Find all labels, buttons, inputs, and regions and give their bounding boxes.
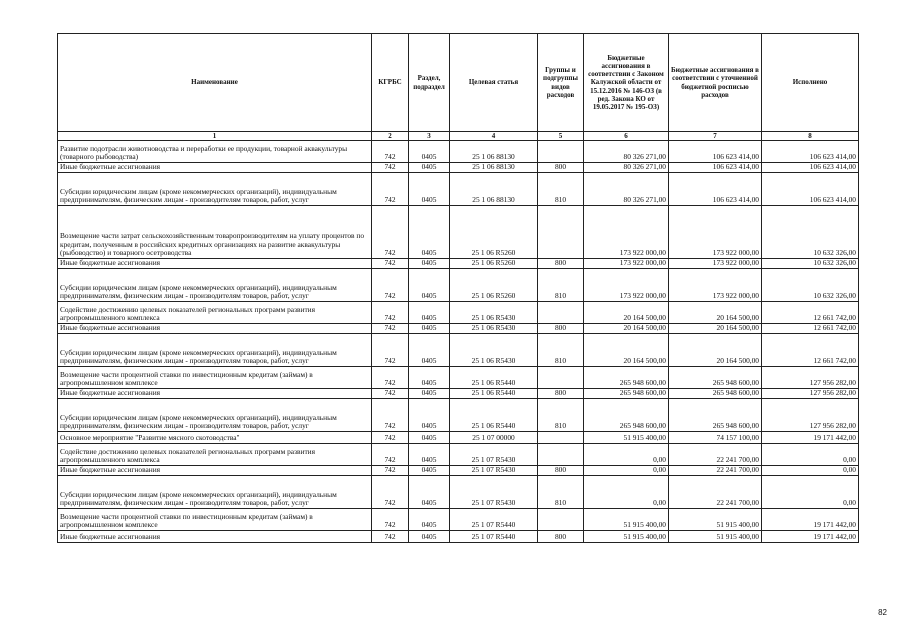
- row-name: Иные бюджетные ассигнования: [58, 163, 372, 173]
- header-law-allocation: Бюджетные ассигнования в соответствии с Законом Калужской области от 15.12.2016 № 146-ОЗ (в ред. Закона КО от 19.05.2017 № 195-ОЗ): [584, 34, 669, 132]
- table-row: [58, 302, 859, 324]
- row-section: 0405: [409, 476, 450, 509]
- column-number: 5: [538, 132, 584, 141]
- row-group: 810: [538, 476, 584, 509]
- row-executed: 12 661 742,00: [762, 334, 859, 367]
- row-name: Субсидии юридическим лицам (кроме некоммерческих организаций), индивидуальным предпринимателям, физическим лицам - производителям товаров, работ, услуг: [58, 173, 372, 206]
- row-target: 25 1 06 88130: [450, 163, 538, 173]
- row-name: Иные бюджетные ассигнования: [58, 259, 372, 269]
- row-law-allocation: 51 915 400,00: [584, 531, 669, 543]
- table-row: [58, 399, 859, 432]
- row-name: Иные бюджетные ассигнования: [58, 466, 372, 476]
- row-law-allocation: 265 948 600,00: [584, 389, 669, 399]
- row-name: Возмещение части процентной ставки по инвестиционным кредитам (займам) в агропромышленном комплексе: [58, 367, 372, 389]
- row-section: 0405: [409, 389, 450, 399]
- row-section: 0405: [409, 269, 450, 302]
- table-row: [58, 367, 859, 389]
- row-executed: 127 956 282,00: [762, 399, 859, 432]
- row-target: 25 1 07 R5440: [450, 509, 538, 531]
- table-row: [58, 531, 859, 543]
- row-refined-allocation: 74 157 100,00: [669, 432, 762, 444]
- row-name: Субсидии юридическим лицам (кроме некоммерческих организаций), индивидуальным предпринимателям, физическим лицам - производителям товаров, работ, услуг: [58, 476, 372, 509]
- row-name: Иные бюджетные ассигнования: [58, 531, 372, 543]
- page-number: 82: [878, 608, 887, 617]
- row-refined-allocation: 22 241 700,00: [669, 444, 762, 466]
- row-target: 25 1 07 R5430: [450, 444, 538, 466]
- row-group: 810: [538, 173, 584, 206]
- row-executed: 19 171 442,00: [762, 432, 859, 444]
- row-executed: 0,00: [762, 466, 859, 476]
- row-name: Субсидии юридическим лицам (кроме некоммерческих организаций), индивидуальным предпринимателям, физическим лицам - производителям товаров, работ, услуг: [58, 269, 372, 302]
- table-row: [58, 163, 859, 173]
- row-group: 810: [538, 334, 584, 367]
- row-group: [538, 432, 584, 444]
- row-refined-allocation: 106 623 414,00: [669, 163, 762, 173]
- row-law-allocation: 51 915 400,00: [584, 432, 669, 444]
- row-group: 800: [538, 163, 584, 173]
- row-name: Субсидии юридическим лицам (кроме некоммерческих организаций), индивидуальным предпринимателям, физическим лицам - производителям товаров, работ, услуг: [58, 399, 372, 432]
- row-name: Основное мероприятие "Развитие мясного скотоводства": [58, 432, 372, 444]
- row-target: 25 1 06 R5430: [450, 302, 538, 324]
- budget-table: [57, 33, 859, 543]
- row-section: 0405: [409, 444, 450, 466]
- row-kgrbs: 742: [372, 432, 409, 444]
- row-target: 25 1 06 88130: [450, 141, 538, 163]
- row-target: 25 1 07 R5440: [450, 531, 538, 543]
- row-group: 810: [538, 399, 584, 432]
- table-row: [58, 466, 859, 476]
- row-section: 0405: [409, 163, 450, 173]
- row-group: [538, 206, 584, 259]
- row-target: 25 1 06 R5440: [450, 399, 538, 432]
- header-refined-allocation: Бюджетные ассигнования в соответствии с уточненной бюджетной росписью расходов: [669, 34, 762, 132]
- row-section: 0405: [409, 531, 450, 543]
- row-refined-allocation: 173 922 000,00: [669, 206, 762, 259]
- row-law-allocation: 265 948 600,00: [584, 399, 669, 432]
- row-name: Субсидии юридическим лицам (кроме некоммерческих организаций), индивидуальным предпринимателям, физическим лицам - производителям товаров, работ, услуг: [58, 334, 372, 367]
- column-number: 8: [762, 132, 859, 141]
- row-kgrbs: 742: [372, 444, 409, 466]
- row-kgrbs: 742: [372, 173, 409, 206]
- row-group: 810: [538, 269, 584, 302]
- row-kgrbs: 742: [372, 259, 409, 269]
- row-law-allocation: 265 948 600,00: [584, 367, 669, 389]
- row-executed: 106 623 414,00: [762, 173, 859, 206]
- row-target: 25 1 06 R5260: [450, 269, 538, 302]
- row-executed: 106 623 414,00: [762, 141, 859, 163]
- row-kgrbs: 742: [372, 206, 409, 259]
- header-executed: Исполнено: [762, 34, 859, 132]
- row-group: [538, 444, 584, 466]
- row-kgrbs: 742: [372, 389, 409, 399]
- row-executed: 12 661 742,00: [762, 324, 859, 334]
- column-number: 4: [450, 132, 538, 141]
- row-section: 0405: [409, 324, 450, 334]
- row-group: [538, 141, 584, 163]
- table-row: [58, 432, 859, 444]
- row-section: 0405: [409, 466, 450, 476]
- row-kgrbs: 742: [372, 334, 409, 367]
- row-target: 25 1 07 00000: [450, 432, 538, 444]
- row-kgrbs: 742: [372, 141, 409, 163]
- column-number: 3: [409, 132, 450, 141]
- row-section: 0405: [409, 509, 450, 531]
- row-target: 25 1 06 R5430: [450, 324, 538, 334]
- row-group: 800: [538, 389, 584, 399]
- row-executed: 19 171 442,00: [762, 509, 859, 531]
- row-executed: 12 661 742,00: [762, 302, 859, 324]
- row-section: 0405: [409, 432, 450, 444]
- column-number-row: [58, 132, 859, 141]
- table-row: [58, 444, 859, 466]
- row-name: Возмещение части затрат сельскохозяйственным товаропроизводителям на уплату процентов по кредитам, полученным в российских кредитных организациях на развитие аквакультуры (рыбоводство) и товарного осетроводства: [58, 206, 372, 259]
- row-refined-allocation: 22 241 700,00: [669, 476, 762, 509]
- row-name: Иные бюджетные ассигнования: [58, 324, 372, 334]
- row-kgrbs: 742: [372, 302, 409, 324]
- header-target: Целевая статья: [450, 34, 538, 132]
- row-kgrbs: 742: [372, 269, 409, 302]
- header-section: Раздел, подраздел: [409, 34, 450, 132]
- header-name: Наименование: [58, 34, 372, 132]
- row-executed: 0,00: [762, 444, 859, 466]
- row-refined-allocation: 265 948 600,00: [669, 399, 762, 432]
- row-law-allocation: 20 164 500,00: [584, 334, 669, 367]
- row-kgrbs: 742: [372, 531, 409, 543]
- row-refined-allocation: 106 623 414,00: [669, 173, 762, 206]
- table-row: [58, 334, 859, 367]
- row-group: 800: [538, 466, 584, 476]
- row-group: [538, 509, 584, 531]
- row-executed: 19 171 442,00: [762, 531, 859, 543]
- table-row: [58, 324, 859, 334]
- row-refined-allocation: 51 915 400,00: [669, 531, 762, 543]
- row-law-allocation: 80 326 271,00: [584, 163, 669, 173]
- row-executed: 106 623 414,00: [762, 163, 859, 173]
- row-refined-allocation: 265 948 600,00: [669, 389, 762, 399]
- row-law-allocation: 80 326 271,00: [584, 141, 669, 163]
- row-law-allocation: 20 164 500,00: [584, 302, 669, 324]
- column-number: 1: [58, 132, 372, 141]
- row-law-allocation: 0,00: [584, 466, 669, 476]
- row-refined-allocation: 106 623 414,00: [669, 141, 762, 163]
- row-section: 0405: [409, 141, 450, 163]
- row-law-allocation: 80 326 271,00: [584, 173, 669, 206]
- row-executed: 0,00: [762, 476, 859, 509]
- row-kgrbs: 742: [372, 367, 409, 389]
- row-kgrbs: 742: [372, 324, 409, 334]
- column-number: 7: [669, 132, 762, 141]
- row-law-allocation: 0,00: [584, 476, 669, 509]
- row-law-allocation: 20 164 500,00: [584, 324, 669, 334]
- row-law-allocation: 173 922 000,00: [584, 259, 669, 269]
- row-refined-allocation: 20 164 500,00: [669, 334, 762, 367]
- row-refined-allocation: 51 915 400,00: [669, 509, 762, 531]
- header-group: Группы и подгруппы видов расходов: [538, 34, 584, 132]
- row-group: 800: [538, 531, 584, 543]
- table-row: [58, 509, 859, 531]
- table-row: [58, 259, 859, 269]
- row-executed: 127 956 282,00: [762, 367, 859, 389]
- row-target: 25 1 06 R5440: [450, 367, 538, 389]
- column-number: 2: [372, 132, 409, 141]
- row-section: 0405: [409, 302, 450, 324]
- row-section: 0405: [409, 334, 450, 367]
- row-name: Возмещение части процентной ставки по инвестиционным кредитам (займам) в агропромышленном комплексе: [58, 509, 372, 531]
- row-refined-allocation: 20 164 500,00: [669, 302, 762, 324]
- row-section: 0405: [409, 173, 450, 206]
- row-kgrbs: 742: [372, 163, 409, 173]
- row-refined-allocation: 20 164 500,00: [669, 324, 762, 334]
- table-row: [58, 206, 859, 259]
- table-row: [58, 476, 859, 509]
- row-kgrbs: 742: [372, 476, 409, 509]
- table-row: [58, 141, 859, 163]
- row-group: [538, 302, 584, 324]
- row-target: 25 1 06 R5430: [450, 334, 538, 367]
- row-executed: 10 632 326,00: [762, 259, 859, 269]
- row-target: 25 1 06 R5260: [450, 206, 538, 259]
- row-group: 800: [538, 324, 584, 334]
- column-number: 6: [584, 132, 669, 141]
- table-row: [58, 269, 859, 302]
- row-law-allocation: 0,00: [584, 444, 669, 466]
- row-name: Содействие достижению целевых показателей региональных программ развития агропромышленного комплекса: [58, 302, 372, 324]
- table-row: [58, 173, 859, 206]
- row-section: 0405: [409, 259, 450, 269]
- row-kgrbs: 742: [372, 466, 409, 476]
- row-section: 0405: [409, 367, 450, 389]
- row-law-allocation: 173 922 000,00: [584, 206, 669, 259]
- row-target: 25 1 06 88130: [450, 173, 538, 206]
- row-kgrbs: 742: [372, 399, 409, 432]
- row-name: Развитие подотрасли животноводства и переработки ее продукции, товарной аквакультуры (товарного рыбоводства): [58, 141, 372, 163]
- row-refined-allocation: 173 922 000,00: [669, 269, 762, 302]
- row-refined-allocation: 22 241 700,00: [669, 466, 762, 476]
- row-name: Содействие достижению целевых показателей региональных программ развития агропромышленного комплекса: [58, 444, 372, 466]
- row-executed: 10 632 326,00: [762, 206, 859, 259]
- row-section: 0405: [409, 399, 450, 432]
- row-executed: 127 956 282,00: [762, 389, 859, 399]
- row-executed: 10 632 326,00: [762, 269, 859, 302]
- header-row: [58, 34, 859, 132]
- row-name: Иные бюджетные ассигнования: [58, 389, 372, 399]
- row-refined-allocation: 265 948 600,00: [669, 367, 762, 389]
- row-target: 25 1 06 R5260: [450, 259, 538, 269]
- row-target: 25 1 07 R5430: [450, 466, 538, 476]
- row-target: 25 1 06 R5440: [450, 389, 538, 399]
- row-target: 25 1 07 R5430: [450, 476, 538, 509]
- header-kgrbs: КГРБС: [372, 34, 409, 132]
- table-row: [58, 389, 859, 399]
- row-law-allocation: 51 915 400,00: [584, 509, 669, 531]
- row-law-allocation: 173 922 000,00: [584, 269, 669, 302]
- row-section: 0405: [409, 206, 450, 259]
- row-refined-allocation: 173 922 000,00: [669, 259, 762, 269]
- row-group: 800: [538, 259, 584, 269]
- row-kgrbs: 742: [372, 509, 409, 531]
- row-group: [538, 367, 584, 389]
